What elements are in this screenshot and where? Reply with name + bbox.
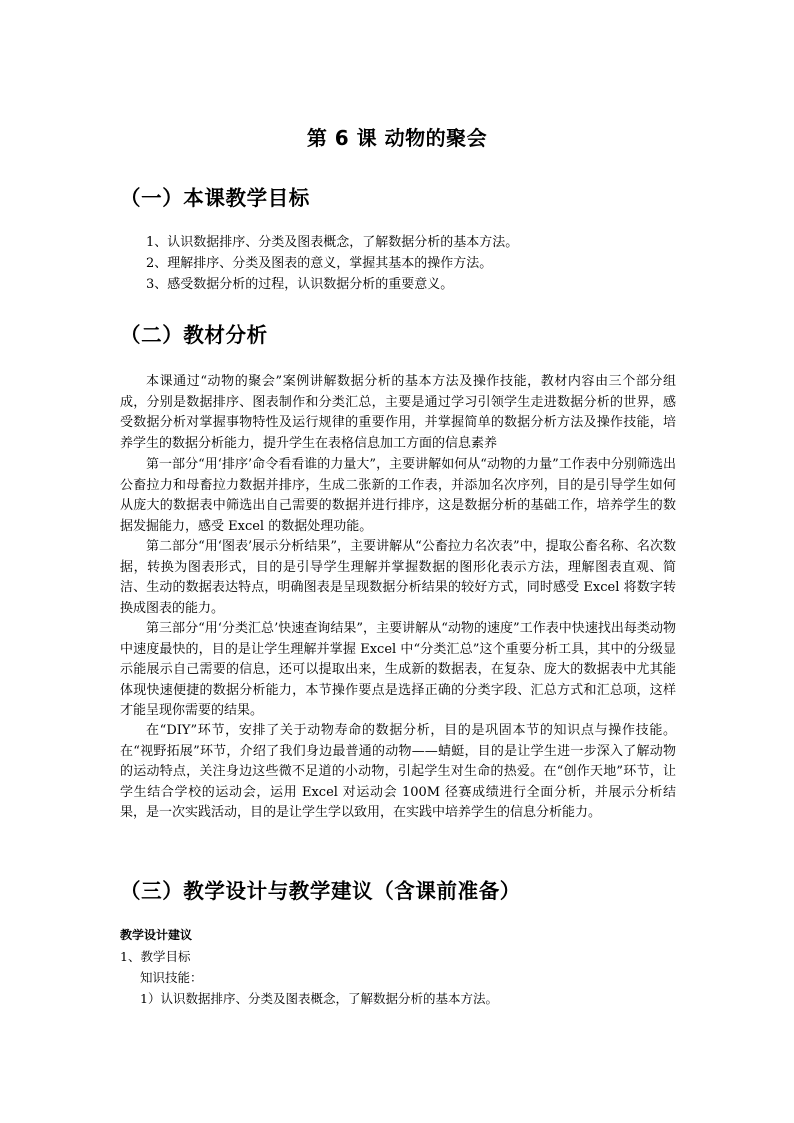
section-heading-analysis: （二）教材分析: [120, 323, 268, 347]
analysis-paragraph: 第二部分“用‘图表’展示分析结果”，主要讲解从“公畜拉力名次表”中，提取公畜名称、名次数据，转换为图表形式，目的是引导学生理解并掌握数据的图形化表示方法，理解图表直观、简洁、生动的数据表达特点，明确图表是呈现数据分析结果的较好方式，同时感受 Excel 将数字转换成图表的能力。: [120, 539, 676, 616]
section-heading-goals: （一）本课教学目标: [120, 186, 310, 210]
teaching-goal-item: 1、教学目标: [120, 949, 191, 964]
design-label: 教学设计建议: [120, 928, 193, 942]
goal-item: 1、认识数据排序、分类及图表概念，了解数据分析的基本方法。: [146, 235, 519, 250]
skills-label: 知识技能：: [140, 970, 203, 985]
goal-item: 3、感受数据分析的过程，认识数据分析的重要意义。: [146, 277, 454, 292]
lesson-title: 第 6 课 动物的聚会: [306, 126, 488, 150]
analysis-paragraph: 第一部分“用‘排序’命令看看谁的力量大”，主要讲解如何从“动物的力量”工作表中分别筛选出公畜拉力和母畜拉力数据并排序，生成二张新的工作表，并添加名次序列，目的是引导学生如何从庞大的数据表中筛选出自己需要的数据并进行排序，这是数据分析的基础工作，培养学生的数据发掘能力，感受 Excel 的数据处理功能。: [120, 457, 676, 534]
analysis-paragraph: 本课通过“动物的聚会”案例讲解数据分析的基本方法及操作技能，教材内容由三个部分组成，分别是数据排序、图表制作和分类汇总，主要是通过学习引领学生走进数据分析的世界，感受数据分析对掌握事物特性及运行规律的重要作用，并掌握简单的数据分析方法及操作技能，培养学生的数据分析能力，提升学生在表格信息加工方面的信息素养: [120, 374, 676, 451]
skill-item: 1）认识数据排序、分类及图表概念，了解数据分析的基本方法。: [140, 991, 498, 1006]
goals-list: [146, 232, 518, 295]
analysis-paragraph: 第三部分“用‘分类汇总’快速查询结果”，主要讲解从“动物的速度”工作表中快速找出每类动物中速度最快的，目的是让学生理解并掌握 Excel 中“分类汇总”这个重要分析工具，其中的分级显示能展示自己需要的信息，还可以提取出来，生成新的数据表，在复杂、庞大的数据表中尤其能体现快速便捷的数据分析能力，本节操作要点是选择正确的分类字段、汇总方式和汇总项，这样才能呈现你需要的结果。: [120, 621, 676, 719]
goal-item: 2、理解排序、分类及图表的意义，掌握其基本的操作方法。: [146, 256, 493, 271]
analysis-paragraph: 在“DIY”环节，安排了关于动物寿命的数据分析，目的是巩固本节的知识点与操作技能。在“视野拓展”环节，介绍了我们身边最普通的动物——蜻蜓，目的是让学生进一步深入了解动物的运动特点，关注身边这些微不足道的小动物，引起学生对生命的热爱。在“创作天地”环节，让学生结合学校的运动会，运用 Excel 对运动会 100M 径赛成绩进行全面分析，并展示分析结果，是一次实践活动，目的是让学生学以致用，在实践中培养学生的信息分析能力。: [120, 723, 676, 821]
section-heading-design: （三）教学设计与教学建议（含课前准备）: [120, 879, 521, 903]
